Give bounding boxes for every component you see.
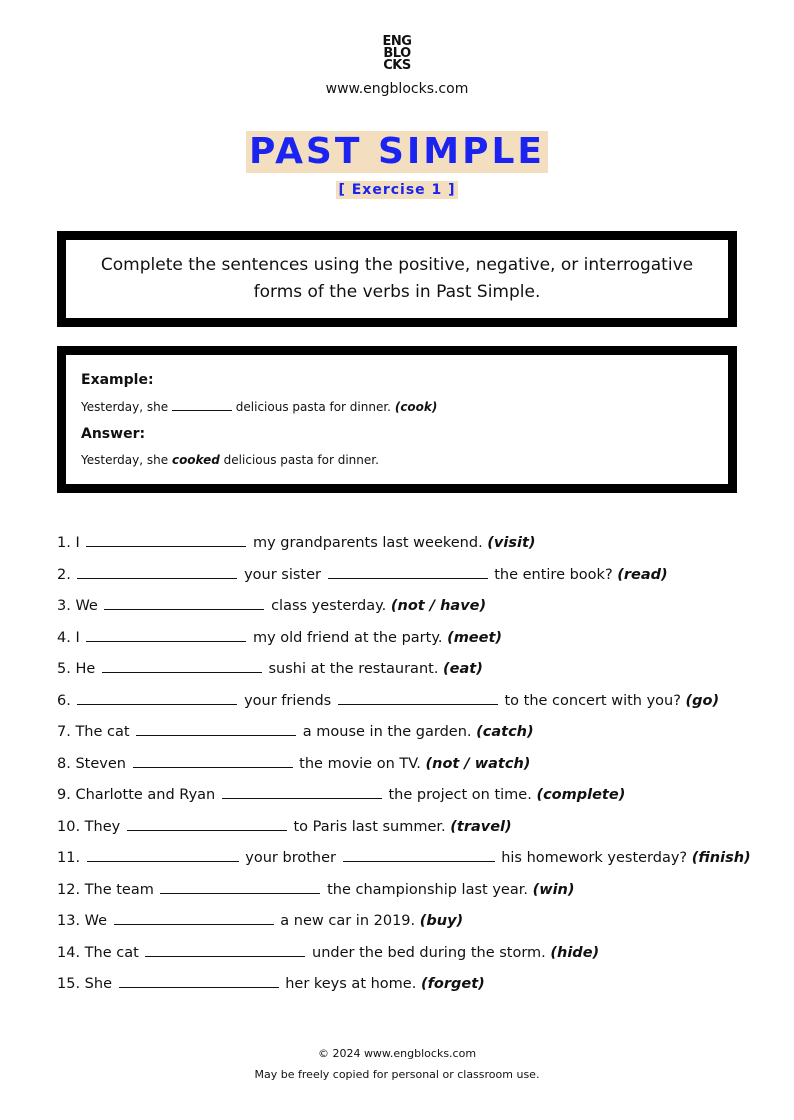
exercise-item-5 bbox=[57, 656, 757, 688]
verb-hint: (finish) bbox=[691, 850, 751, 866]
item-text: under the bed during the storm. bbox=[312, 944, 546, 961]
item-text: 11. bbox=[57, 850, 81, 866]
exercise-item-13 bbox=[57, 908, 757, 940]
exercise-item-9 bbox=[57, 782, 757, 814]
item-text: to Paris last summer. bbox=[293, 818, 446, 835]
answer-blank[interactable] bbox=[127, 814, 287, 831]
item-text: 7. The cat bbox=[57, 724, 130, 740]
page-header bbox=[0, 36, 794, 97]
verb-hint: (forget) bbox=[420, 976, 485, 992]
verb-hint: (complete) bbox=[536, 787, 626, 803]
exercise-item-3 bbox=[57, 593, 757, 625]
exercise-item-12 bbox=[57, 877, 757, 909]
answer-blank[interactable] bbox=[222, 782, 382, 799]
item-text: the championship last year. bbox=[327, 881, 528, 898]
item-text: a mouse in the garden. bbox=[302, 724, 472, 740]
example-sentence bbox=[81, 398, 713, 415]
page-footer bbox=[0, 1043, 794, 1085]
answer-blank[interactable] bbox=[160, 877, 320, 894]
example-before: Yesterday, she bbox=[81, 400, 169, 414]
answer-before: Yesterday, she bbox=[81, 453, 169, 467]
exercise-item-15 bbox=[57, 971, 757, 1003]
exercise-subtitle: [ Exercise 1 ] bbox=[338, 182, 456, 198]
site-url: www.engblocks.com bbox=[325, 81, 469, 97]
exercise-item-4 bbox=[57, 625, 757, 657]
exercise-item-11 bbox=[57, 845, 757, 877]
verb-hint: (win) bbox=[532, 881, 575, 898]
engblocks-logo bbox=[383, 36, 412, 72]
item-text: the project on time. bbox=[388, 787, 532, 803]
answer-verb: cooked bbox=[171, 453, 220, 467]
item-text: 9. Charlotte and Ryan bbox=[57, 787, 216, 803]
answer-blank[interactable] bbox=[145, 940, 305, 957]
subtitle-wrap bbox=[0, 179, 794, 199]
item-text: your sister bbox=[244, 566, 321, 583]
page-title: PAST SIMPLE bbox=[246, 131, 548, 173]
verb-hint: (go) bbox=[685, 692, 720, 709]
logo-line-3: CKS bbox=[383, 58, 411, 73]
item-text: your friends bbox=[244, 692, 332, 709]
example-after: delicious pasta for dinner. bbox=[235, 400, 391, 414]
item-text: a new car in 2019. bbox=[280, 913, 416, 929]
copyright-text: © 2024 www.engblocks.com bbox=[317, 1047, 477, 1060]
item-text: your brother bbox=[245, 850, 336, 866]
answer-blank[interactable] bbox=[87, 845, 239, 862]
item-text: sushi at the restaurant. bbox=[268, 661, 439, 677]
item-text: her keys at home. bbox=[285, 976, 417, 992]
answer-blank[interactable] bbox=[343, 845, 495, 862]
item-text: 10. They bbox=[57, 818, 121, 835]
answer-blank[interactable] bbox=[133, 751, 293, 768]
answer-blank[interactable] bbox=[77, 688, 237, 705]
exercise-item-6 bbox=[57, 688, 757, 720]
instruction-text: Complete the sentences using the positive, negative, or interrogative forms of the verbs in Past Simple. bbox=[100, 255, 694, 302]
verb-hint: (visit) bbox=[487, 535, 536, 551]
answer-blank[interactable] bbox=[328, 562, 488, 579]
item-text: 6. bbox=[57, 692, 71, 709]
license-text: May be freely copied for personal or classroom use. bbox=[254, 1068, 540, 1081]
item-text: 4. I bbox=[57, 629, 80, 646]
item-text: 3. We bbox=[57, 598, 98, 614]
verb-hint: (hide) bbox=[550, 944, 600, 961]
logo-line-1: ENG bbox=[382, 34, 412, 49]
verb-hint: (travel) bbox=[450, 818, 512, 835]
item-text: the entire book? bbox=[494, 566, 613, 583]
verb-hint: (read) bbox=[617, 566, 668, 583]
answer-blank[interactable] bbox=[104, 593, 264, 610]
answer-blank[interactable] bbox=[86, 625, 246, 642]
example-blank bbox=[172, 398, 232, 411]
item-text: 2. bbox=[57, 566, 71, 583]
answer-blank[interactable] bbox=[136, 719, 296, 736]
example-hint: (cook) bbox=[394, 400, 438, 414]
item-text: 14. The cat bbox=[57, 944, 139, 961]
item-text: 1. I bbox=[57, 535, 80, 551]
verb-hint: (meet) bbox=[447, 629, 503, 646]
item-text: 15. She bbox=[57, 976, 112, 992]
instruction-box bbox=[57, 231, 737, 327]
verb-hint: (not / watch) bbox=[425, 755, 531, 772]
exercise-item-8 bbox=[57, 751, 757, 783]
verb-hint: (catch) bbox=[476, 724, 534, 740]
title-wrap bbox=[0, 131, 794, 173]
verb-hint: (buy) bbox=[419, 913, 464, 929]
answer-blank[interactable] bbox=[102, 656, 262, 673]
answer-sentence bbox=[81, 452, 713, 468]
answer-blank[interactable] bbox=[77, 562, 237, 579]
answer-after: delicious pasta for dinner. bbox=[223, 453, 379, 467]
answer-label: Answer: bbox=[81, 426, 146, 442]
item-text: my old friend at the party. bbox=[252, 629, 443, 646]
exercise-item-2 bbox=[57, 562, 757, 594]
example-box bbox=[57, 346, 737, 493]
item-text: to the concert with you? bbox=[504, 692, 681, 709]
exercise-list bbox=[57, 530, 757, 1003]
item-text: my grandparents last weekend. bbox=[252, 535, 483, 551]
verb-hint: (not / have) bbox=[390, 598, 487, 614]
answer-blank[interactable] bbox=[86, 530, 246, 547]
item-text: 5. He bbox=[57, 661, 96, 677]
item-text: class yesterday. bbox=[271, 598, 387, 614]
exercise-item-10 bbox=[57, 814, 757, 846]
exercise-item-14 bbox=[57, 940, 757, 972]
exercise-item-1 bbox=[57, 530, 757, 562]
exercise-item-7 bbox=[57, 719, 757, 751]
item-text: 8. Steven bbox=[57, 755, 126, 772]
item-text: his homework yesterday? bbox=[501, 850, 688, 866]
answer-blank[interactable] bbox=[114, 908, 274, 925]
verb-hint: (eat) bbox=[443, 661, 483, 677]
item-text: 13. We bbox=[57, 913, 108, 929]
answer-blank[interactable] bbox=[119, 971, 279, 988]
logo-line-2: BLO bbox=[383, 46, 411, 61]
answer-blank[interactable] bbox=[338, 688, 498, 705]
item-text: the movie on TV. bbox=[299, 755, 421, 772]
example-label: Example: bbox=[81, 372, 154, 388]
item-text: 12. The team bbox=[57, 881, 154, 898]
